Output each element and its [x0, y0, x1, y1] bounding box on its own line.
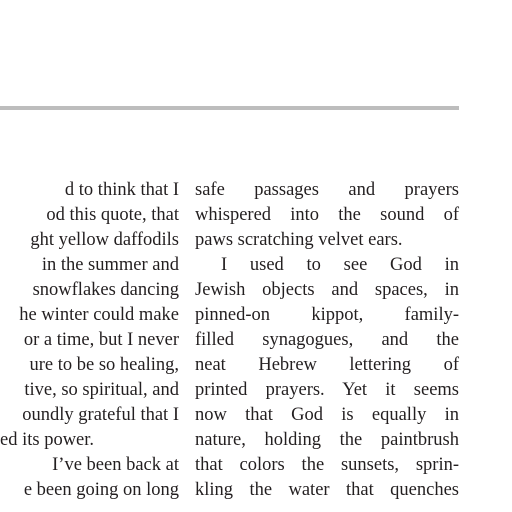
text-line: I used to see God in	[221, 255, 459, 275]
text-line: ght yellow daffodils	[30, 230, 179, 250]
text-line: I’ve been back at	[52, 455, 179, 475]
header-rule	[0, 106, 459, 110]
right-text-column	[195, 178, 459, 503]
text-line: safe passages and prayers	[195, 180, 459, 200]
text-line: paws scratching velvet ears.	[195, 230, 403, 250]
text-line: ure to be so healing,	[29, 355, 179, 375]
text-line: ed its power.	[0, 430, 95, 450]
text-line: he winter could make	[19, 305, 179, 325]
text-line: that colors the sunsets, sprin-	[195, 455, 459, 475]
text-line: snowflakes dancing	[32, 280, 179, 300]
text-line: tive, so spiritual, and	[24, 380, 179, 400]
text-line: filled synagogues, and the	[195, 330, 459, 350]
text-line: printed prayers. Yet it seems	[195, 380, 459, 400]
text-line: neat Hebrew lettering of	[195, 355, 459, 375]
text-line: od this quote, that	[46, 205, 179, 225]
text-line: pinned-on kippot, family-	[195, 305, 459, 325]
text-line: whispered into the sound of	[195, 205, 459, 225]
text-line: d to think that I	[64, 180, 179, 200]
text-line: or a time, but I never	[23, 330, 179, 350]
left-text-column	[0, 178, 179, 503]
text-line: e been going on long	[23, 480, 179, 500]
text-line: in the summer and	[41, 255, 179, 275]
text-line: nature, holding the paintbrush	[195, 430, 459, 450]
text-line: kling the water that quenches	[195, 480, 459, 500]
text-line: now that God is equally in	[195, 405, 459, 425]
text-line: oundly grateful that I	[22, 405, 179, 425]
text-line: Jewish objects and spaces, in	[195, 280, 459, 300]
